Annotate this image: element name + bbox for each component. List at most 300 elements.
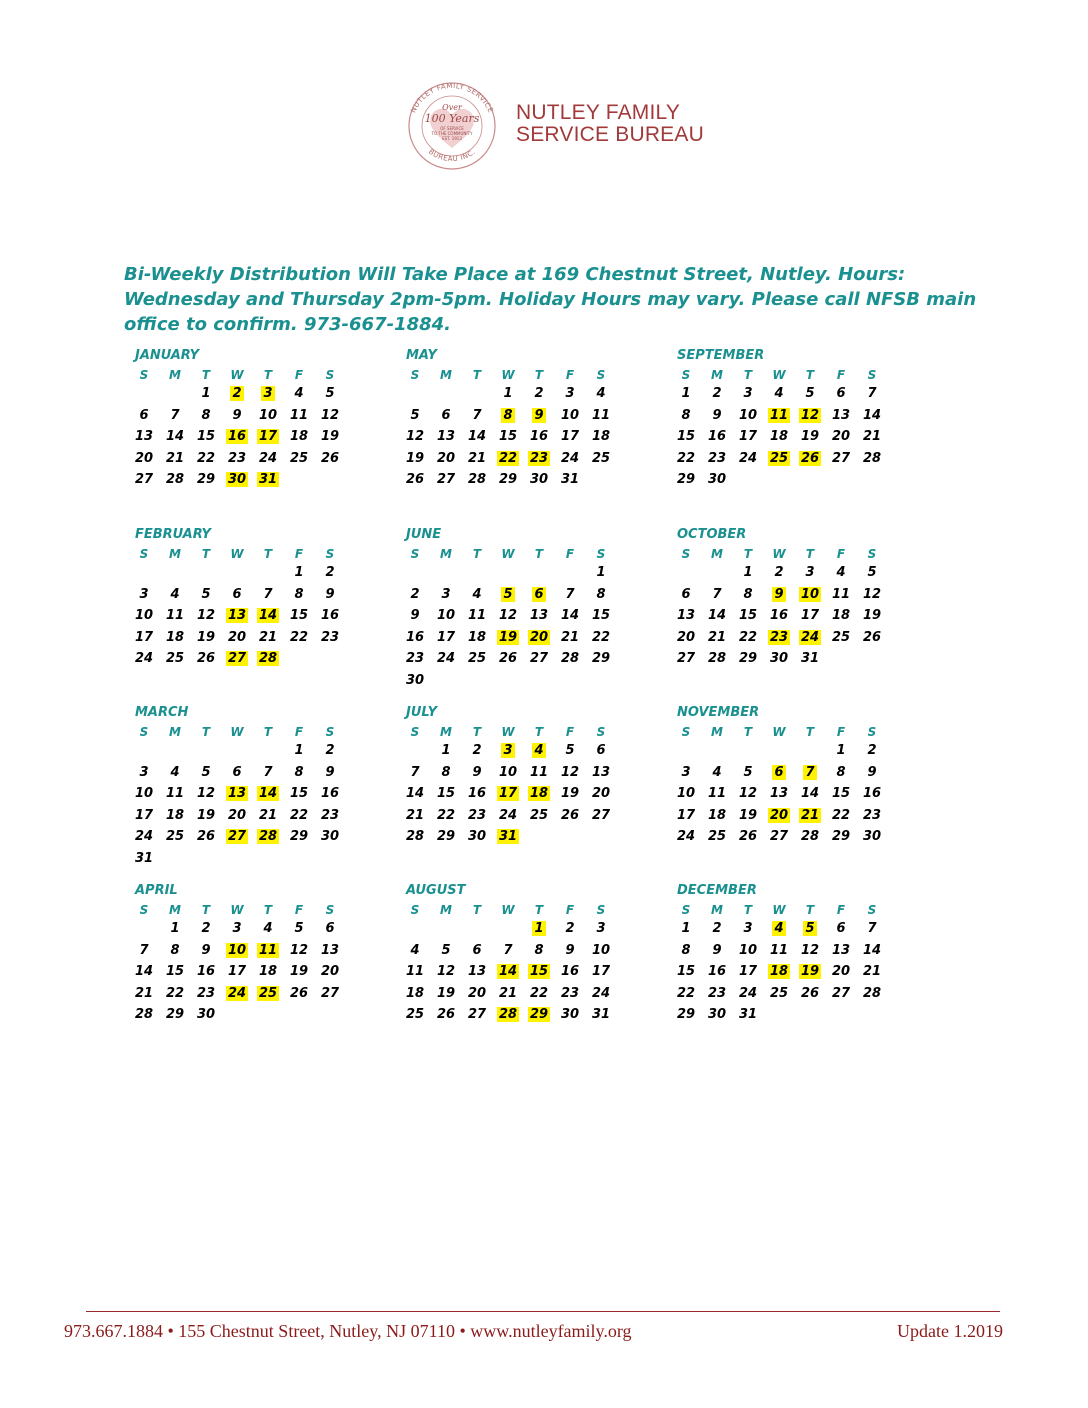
weekday-label: W [501, 368, 515, 382]
calendar-day: 4 [410, 942, 420, 958]
weekday-label: S [867, 725, 877, 739]
calendar-day: 14 [707, 608, 727, 623]
calendar-day: 2 [472, 743, 482, 758]
month-august [402, 883, 632, 1022]
calendar-day: 6 [472, 942, 482, 958]
calendar-day: 19 [289, 964, 309, 979]
distribution-day: 3 [263, 386, 273, 401]
distribution-day: 25 [258, 985, 278, 1001]
organization-name: NUTLEY FAMILY SERVICE BUREAU [516, 101, 704, 146]
weekday-label: T [263, 547, 273, 561]
distribution-day: 23 [529, 450, 549, 466]
calendar-day: 10 [134, 786, 154, 801]
calendar-day: 13 [831, 942, 851, 958]
distribution-day: 13 [227, 786, 247, 801]
distribution-day: 17 [258, 429, 278, 444]
calendar-day: 18 [258, 964, 278, 979]
calendar-day: 22 [436, 807, 456, 823]
calendar-day: 24 [591, 985, 611, 1001]
distribution-day: 29 [529, 1007, 549, 1022]
calendar-day: 1 [596, 565, 606, 580]
calendar-day: 20 [467, 985, 487, 1001]
calendar-day: 22 [196, 450, 216, 466]
calendar-day: 10 [738, 407, 758, 423]
calendar-day: 30 [707, 1007, 727, 1022]
calendar-day: 12 [289, 942, 309, 958]
calendar-day: 16 [560, 964, 580, 979]
weekday-label: F [294, 547, 304, 561]
calendar-day: 5 [565, 743, 575, 758]
weekday-label: F [565, 368, 575, 382]
calendar-day: 9 [232, 407, 242, 423]
calendar-day: 3 [565, 386, 575, 401]
calendar-day: 26 [436, 1007, 456, 1022]
weekday-label: S [867, 903, 877, 917]
calendar-day: 25 [289, 450, 309, 466]
calendar-day: 23 [560, 985, 580, 1001]
distribution-day: 14 [258, 608, 278, 623]
month-may [402, 348, 632, 487]
calendar-day: 26 [320, 450, 340, 466]
month-july [402, 705, 632, 844]
weekday-label: T [805, 725, 815, 739]
weekday-label: T [743, 547, 753, 561]
month-name: MAY [406, 348, 437, 363]
calendar-day: 31 [800, 651, 820, 666]
calendar-day: 28 [467, 472, 487, 487]
weekday-label: F [294, 903, 304, 917]
calendar-day: 2 [774, 565, 784, 580]
calendar-day: 21 [405, 807, 425, 823]
weekday-label: F [294, 725, 304, 739]
calendar-day: 20 [320, 964, 340, 979]
calendar-day: 30 [320, 829, 340, 844]
calendar-day: 2 [534, 386, 544, 401]
weekday-label: F [836, 547, 846, 561]
calendar-day: 14 [560, 608, 580, 623]
calendar-day: 18 [707, 807, 727, 823]
month-april [131, 883, 361, 1022]
calendar-day: 24 [738, 450, 758, 466]
calendar-day: 3 [441, 586, 451, 602]
month-september [673, 348, 903, 487]
calendar-day: 13 [591, 764, 611, 780]
weekday-label: S [596, 368, 606, 382]
calendar-day: 3 [805, 565, 815, 580]
calendar-day: 13 [529, 608, 549, 623]
month-december [673, 883, 903, 1022]
calendar-day: 31 [560, 472, 580, 487]
calendar-day: 18 [467, 629, 487, 645]
month-june [402, 527, 632, 688]
calendar-day: 2 [712, 921, 722, 936]
calendar-day: 18 [165, 807, 185, 823]
weekday-label: F [294, 368, 304, 382]
calendar-day: 6 [441, 407, 451, 423]
calendar-day: 5 [743, 764, 753, 780]
calendar-day: 27 [831, 985, 851, 1001]
distribution-day: 20 [529, 629, 549, 645]
calendar-day: 27 [769, 829, 789, 844]
calendar-day: 29 [676, 1007, 696, 1022]
weekday-label: T [534, 725, 544, 739]
distribution-day: 24 [800, 629, 820, 645]
calendar-day: 6 [836, 386, 846, 401]
calendar-day: 15 [591, 608, 611, 623]
weekday-label: T [472, 547, 482, 561]
calendar-day: 26 [196, 651, 216, 666]
calendar-day: 22 [676, 985, 696, 1001]
weekday-label: T [263, 725, 273, 739]
calendar-day: 1 [441, 743, 451, 758]
calendar-day: 8 [681, 942, 691, 958]
calendar-day: 5 [325, 386, 335, 401]
calendar-day: 29 [738, 651, 758, 666]
distribution-day: 18 [769, 964, 789, 979]
calendar-day: 4 [472, 586, 482, 602]
calendar-day: 6 [232, 586, 242, 602]
weekday-label: M [169, 547, 181, 561]
distribution-day: 6 [774, 764, 784, 780]
distribution-day: 14 [258, 786, 278, 801]
calendar-day: 7 [565, 586, 575, 602]
calendar-day: 8 [681, 407, 691, 423]
calendar-day: 4 [263, 921, 273, 936]
distribution-day: 13 [227, 608, 247, 623]
weekday-label: M [169, 725, 181, 739]
calendar-day: 15 [831, 786, 851, 801]
calendar-day: 24 [676, 829, 696, 844]
calendar-day: 27 [436, 472, 456, 487]
weekday-label: T [534, 547, 544, 561]
calendar-day: 21 [258, 629, 278, 645]
weekday-label: T [263, 368, 273, 382]
calendar-day: 15 [498, 429, 518, 444]
calendar-day: 7 [263, 586, 273, 602]
calendar-day: 12 [196, 608, 216, 623]
footer-contact-info: 973.667.1884 • 155 Chestnut Street, Nutley, NJ 07110 • www.nutleyfamily.org [64, 1321, 632, 1341]
calendar-day: 8 [294, 764, 304, 780]
calendar-day: 6 [596, 743, 606, 758]
calendar-day: 26 [800, 985, 820, 1001]
calendar-day: 15 [676, 964, 696, 979]
calendar-day: 1 [681, 386, 691, 401]
calendar-day: 14 [405, 786, 425, 801]
month-name: JANUARY [135, 348, 200, 363]
calendar-day: 1 [170, 921, 180, 936]
calendar-day: 12 [738, 786, 758, 801]
distribution-day: 9 [774, 586, 784, 602]
weekday-label: S [596, 547, 606, 561]
calendar-day: 5 [867, 565, 877, 580]
weekday-label: W [772, 547, 786, 561]
calendar-day: 10 [560, 407, 580, 423]
calendar-day: 21 [467, 450, 487, 466]
calendar-day: 2 [565, 921, 575, 936]
calendar-day: 22 [591, 629, 611, 645]
calendar-day: 1 [294, 743, 304, 758]
distribution-day: 27 [227, 651, 247, 666]
weekday-label: S [325, 725, 335, 739]
calendar-day: 29 [676, 472, 696, 487]
letterhead [396, 78, 716, 170]
calendar-day: 17 [227, 964, 247, 979]
weekday-label: T [263, 903, 273, 917]
calendar-day: 26 [862, 629, 882, 645]
distribution-day: 21 [800, 807, 820, 823]
calendar-day: 3 [743, 921, 753, 936]
calendar-day: 3 [139, 586, 149, 602]
calendar-day: 20 [831, 429, 851, 444]
distribution-day: 18 [529, 786, 549, 801]
calendar-day: 14 [165, 429, 185, 444]
calendar-day: 14 [134, 964, 154, 979]
calendar-day: 8 [534, 942, 544, 958]
calendar-day: 13 [320, 942, 340, 958]
calendar-day: 5 [410, 407, 420, 423]
calendar-day: 19 [196, 629, 216, 645]
calendar-day: 25 [529, 807, 549, 823]
distribution-day: 6 [534, 586, 544, 602]
month-november [673, 705, 903, 844]
weekday-label: F [836, 368, 846, 382]
calendar-day: 25 [467, 651, 487, 666]
calendar-day: 9 [410, 608, 420, 623]
calendar-day: 9 [325, 586, 335, 602]
calendar-day: 30 [467, 829, 487, 844]
calendar-day: 23 [227, 450, 247, 466]
calendar-day: 23 [320, 629, 340, 645]
distribution-day: 24 [227, 985, 247, 1001]
calendar-day: 4 [170, 764, 180, 780]
calendar-day: 16 [320, 608, 340, 623]
weekday-label: S [596, 725, 606, 739]
weekday-label: S [139, 903, 149, 917]
calendar-day: 18 [769, 429, 789, 444]
calendar-day: 19 [800, 429, 820, 444]
calendar-day: 17 [134, 629, 154, 645]
calendar-day: 25 [769, 985, 789, 1001]
weekday-label: T [805, 903, 815, 917]
calendar-day: 24 [258, 450, 278, 466]
distribution-day: 28 [258, 651, 278, 666]
weekday-label: T [534, 903, 544, 917]
calendar-day: 24 [134, 829, 154, 844]
calendar-day: 13 [436, 429, 456, 444]
calendar-day: 1 [294, 565, 304, 580]
calendar-day: 7 [170, 407, 180, 423]
calendar-day: 26 [405, 472, 425, 487]
calendar-day: 16 [405, 629, 425, 645]
calendar-day: 15 [676, 429, 696, 444]
distribution-day: 7 [805, 764, 815, 780]
distribution-day: 28 [258, 829, 278, 844]
calendar-day: 12 [436, 964, 456, 979]
calendar-day: 29 [436, 829, 456, 844]
calendar-day: 16 [862, 786, 882, 801]
calendar-day: 10 [676, 786, 696, 801]
calendar-day: 2 [867, 743, 877, 758]
calendar-day: 9 [867, 764, 877, 780]
calendar-day: 4 [294, 386, 304, 401]
weekday-label: T [472, 368, 482, 382]
weekday-label: W [501, 903, 515, 917]
calendar-day: 17 [738, 964, 758, 979]
calendar-day: 31 [591, 1007, 611, 1022]
calendar-day: 17 [560, 429, 580, 444]
calendar-day: 30 [862, 829, 882, 844]
calendar-day: 30 [560, 1007, 580, 1022]
weekday-label: W [501, 725, 515, 739]
distribution-day: 22 [498, 450, 518, 466]
calendar-day: 11 [591, 407, 611, 423]
weekday-label: F [565, 903, 575, 917]
calendar-day: 23 [320, 807, 340, 823]
month-name: NOVEMBER [677, 705, 760, 720]
distribution-day: 31 [258, 472, 278, 487]
calendar-day: 5 [201, 586, 211, 602]
weekday-label: W [501, 547, 515, 561]
calendar-day: 5 [201, 764, 211, 780]
calendar-day: 21 [498, 985, 518, 1001]
calendar-day: 6 [139, 407, 149, 423]
month-january [131, 348, 361, 487]
calendar-day: 11 [165, 608, 185, 623]
weekday-label: S [681, 368, 691, 382]
calendar-day: 26 [196, 829, 216, 844]
nfsb-seal-logo [396, 78, 508, 170]
weekday-label: T [805, 368, 815, 382]
calendar-day: 1 [681, 921, 691, 936]
calendar-day: 8 [596, 586, 606, 602]
calendar-day: 26 [560, 807, 580, 823]
calendar-day: 11 [405, 964, 425, 979]
weekday-label: M [440, 547, 452, 561]
calendar-day: 12 [800, 942, 820, 958]
calendar-day: 1 [836, 743, 846, 758]
calendar-day: 3 [743, 386, 753, 401]
calendar-day: 3 [681, 764, 691, 780]
weekday-label: F [565, 547, 575, 561]
weekday-label: S [681, 725, 691, 739]
calendar-day: 20 [227, 807, 247, 823]
calendar-day: 29 [498, 472, 518, 487]
month-name: SEPTEMBER [677, 348, 765, 363]
weekday-label: W [772, 903, 786, 917]
calendar-day: 28 [800, 829, 820, 844]
calendar-day: 23 [707, 450, 727, 466]
calendar-day: 29 [831, 829, 851, 844]
calendar-day: 9 [472, 764, 482, 780]
weekday-label: T [201, 903, 211, 917]
weekday-label: S [325, 547, 335, 561]
calendar-day: 23 [707, 985, 727, 1001]
calendar-day: 27 [467, 1007, 487, 1022]
calendar-day: 18 [591, 429, 611, 444]
weekday-label: S [867, 368, 877, 382]
calendar-day: 21 [258, 807, 278, 823]
month-february [131, 527, 361, 666]
weekday-label: M [711, 368, 723, 382]
month-name: AUGUST [406, 883, 466, 898]
calendar-day: 22 [831, 807, 851, 823]
calendar-day: 15 [289, 608, 309, 623]
calendar-day: 16 [320, 786, 340, 801]
calendar-day: 14 [800, 786, 820, 801]
calendar-day: 25 [831, 629, 851, 645]
calendar-day: 8 [441, 764, 451, 780]
calendar-day: 16 [467, 786, 487, 801]
calendar-day: 21 [165, 450, 185, 466]
calendar-day: 4 [836, 565, 846, 580]
weekday-label: S [139, 368, 149, 382]
calendar-day: 19 [196, 807, 216, 823]
calendar-day: 30 [707, 472, 727, 487]
calendar-day: 9 [712, 942, 722, 958]
calendar-day: 26 [738, 829, 758, 844]
calendar-day: 4 [170, 586, 180, 602]
calendar-day: 14 [862, 407, 882, 423]
calendar-day: 24 [498, 807, 518, 823]
calendar-day: 7 [263, 764, 273, 780]
calendar-day: 10 [738, 942, 758, 958]
calendar-day: 19 [862, 608, 882, 623]
calendar-day: 8 [836, 764, 846, 780]
weekday-label: M [169, 903, 181, 917]
weekday-label: W [772, 368, 786, 382]
distribution-day: 11 [258, 942, 278, 958]
weekday-label: M [711, 903, 723, 917]
weekday-label: S [325, 368, 335, 382]
calendar-day: 27 [529, 651, 549, 666]
weekday-label: W [230, 547, 244, 561]
calendar-day: 15 [289, 786, 309, 801]
weekday-label: S [410, 725, 420, 739]
weekday-label: W [230, 725, 244, 739]
calendar-day: 11 [769, 942, 789, 958]
calendar-day: 15 [436, 786, 456, 801]
calendar-day: 13 [467, 964, 487, 979]
calendar-day: 8 [170, 942, 180, 958]
weekday-label: T [743, 368, 753, 382]
calendar-day: 15 [738, 608, 758, 623]
weekday-label: S [410, 547, 420, 561]
calendar-day: 27 [831, 450, 851, 466]
weekday-label: T [805, 547, 815, 561]
footer-update-date: Update 1.2019 [897, 1321, 1003, 1341]
calendar-day: 30 [529, 472, 549, 487]
calendar-day: 22 [289, 807, 309, 823]
calendar-day: 10 [591, 942, 611, 958]
calendar-day: 17 [800, 608, 820, 623]
distribution-day: 19 [800, 964, 820, 979]
calendar-day: 21 [560, 629, 580, 645]
distribution-day: 19 [498, 629, 518, 645]
calendar-day: 14 [467, 429, 487, 444]
calendar-day: 16 [769, 608, 789, 623]
weekday-label: M [169, 368, 181, 382]
weekday-label: M [440, 725, 452, 739]
calendar-day: 11 [165, 786, 185, 801]
calendar-day: 1 [743, 565, 753, 580]
calendar-day: 9 [565, 942, 575, 958]
calendar-day: 2 [201, 921, 211, 936]
calendar-day: 28 [165, 472, 185, 487]
calendar-day: 29 [289, 829, 309, 844]
calendar-day: 18 [831, 608, 851, 623]
calendar-day: 7 [712, 586, 722, 602]
calendar-day: 25 [165, 651, 185, 666]
